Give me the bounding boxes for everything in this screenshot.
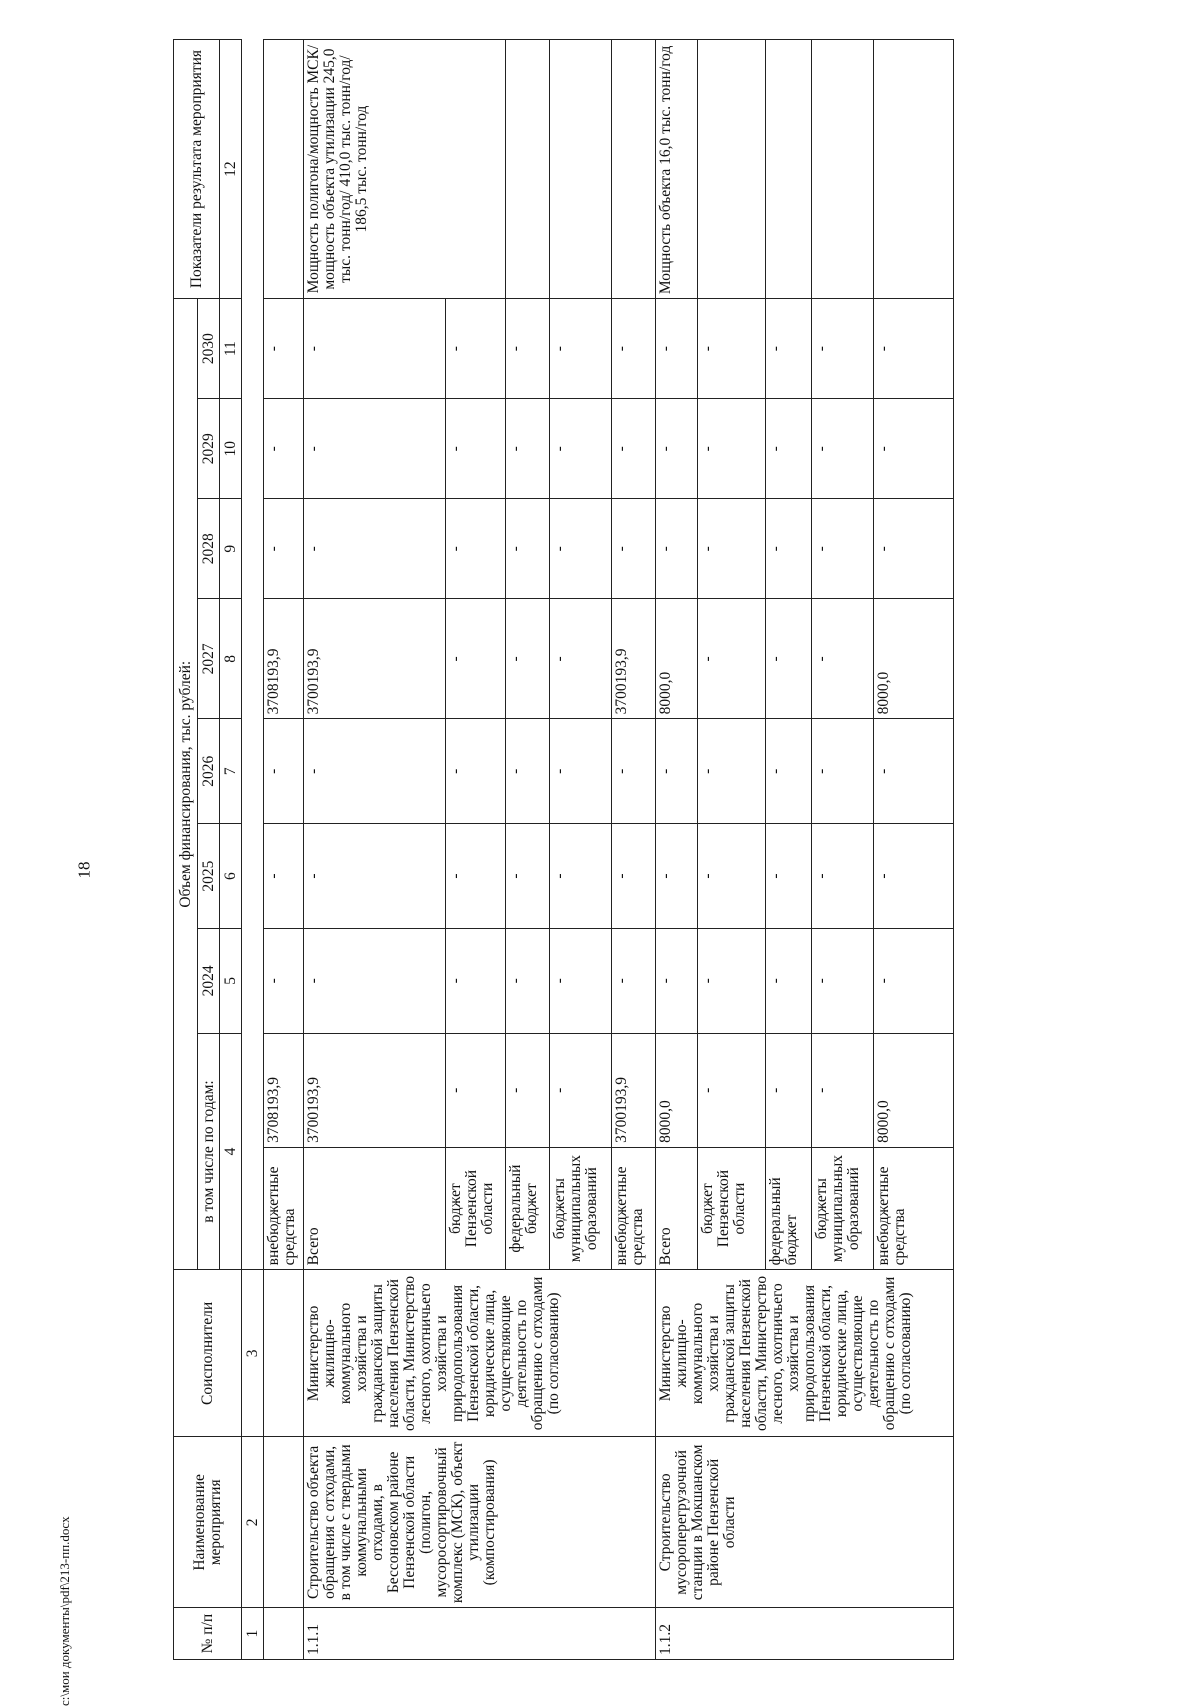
- year-cell: -: [550, 599, 612, 719]
- year-cell: -: [874, 499, 954, 599]
- header-result: Показатели результата мероприятия: [174, 40, 220, 299]
- page-number: 18: [74, 861, 94, 879]
- item-executors: Министерство жилищно-коммунального хозяйства и гражданской защиты населения Пензенской области, Министерство лесного, охотничьего хозяйства и природопользования Пензенской области, юридические лица, осуществляющие деятельность по обращению с отходами (по согласованию): [656, 1270, 954, 1437]
- year-cell: -: [698, 928, 766, 1033]
- col-number: 2: [242, 1437, 264, 1608]
- year-cell: -: [550, 299, 612, 399]
- year-cell: -: [446, 399, 506, 499]
- year-cell: -: [264, 299, 304, 399]
- year-cell: -: [874, 928, 954, 1033]
- col-number: 3: [242, 1270, 264, 1437]
- year-cell: -: [612, 399, 656, 499]
- total-cell: -: [506, 1033, 550, 1147]
- year-cell: -: [766, 499, 812, 599]
- year-cell: -: [612, 719, 656, 824]
- source-cell: бюджет Пензенской области: [698, 1147, 766, 1269]
- year-cell: -: [446, 299, 506, 399]
- year-cell: -: [812, 299, 874, 399]
- col-number: 4: [220, 1033, 242, 1270]
- year-cell: -: [264, 719, 304, 824]
- year-cell: -: [698, 299, 766, 399]
- col-number: 12: [220, 40, 242, 299]
- year-cell: -: [812, 399, 874, 499]
- year-cell: -: [656, 399, 698, 499]
- total-cell: -: [550, 1033, 612, 1147]
- year-cell: -: [550, 499, 612, 599]
- year-cell: -: [304, 719, 446, 824]
- year-cell: -: [698, 824, 766, 929]
- year-cell: 3708193,9: [264, 599, 304, 719]
- rotated-table-container: [173, 39, 1033, 1660]
- year-cell: -: [698, 599, 766, 719]
- year-cell: -: [812, 824, 874, 929]
- year-cell: -: [264, 928, 304, 1033]
- total-cell: 3700193,9: [612, 1033, 656, 1147]
- header-year: 2028: [198, 499, 220, 599]
- table-row: [656, 40, 698, 1660]
- header-year: 2025: [198, 824, 220, 929]
- year-cell: -: [766, 928, 812, 1033]
- year-cell: -: [264, 499, 304, 599]
- year-cell: -: [612, 499, 656, 599]
- col-number: 5: [220, 928, 242, 1033]
- source-cell: внебюджетные средства: [874, 1147, 954, 1269]
- total-cell: -: [812, 1033, 874, 1147]
- year-cell: -: [698, 719, 766, 824]
- year-cell: -: [304, 299, 446, 399]
- year-cell: -: [304, 824, 446, 929]
- item-name: Строительство мусороперегрузочной станции в Мокшанском районе Пензенской области: [656, 1437, 954, 1608]
- year-cell: -: [766, 299, 812, 399]
- year-cell: -: [766, 824, 812, 929]
- item-num: 1.1.2: [656, 1608, 954, 1660]
- table-row: [304, 40, 446, 1660]
- total-cell: -: [698, 1033, 766, 1147]
- year-cell: -: [812, 599, 874, 719]
- year-cell: 3700193,9: [304, 599, 446, 719]
- year-cell: -: [612, 824, 656, 929]
- year-cell: -: [446, 719, 506, 824]
- year-cell: -: [612, 928, 656, 1033]
- item-result: Мощность полигона/мощность МСК/мощность объекта утилизации 245,0 тыс. тонн/год/ 410,0 тыс. тонн/год/ 186,5 тыс. тонн/год: [304, 40, 506, 299]
- year-cell: -: [506, 599, 550, 719]
- year-cell: -: [506, 719, 550, 824]
- item-num: 1.1.1: [304, 1608, 656, 1660]
- year-cell: -: [446, 599, 506, 719]
- year-cell: -: [766, 719, 812, 824]
- funding-table: [173, 39, 954, 1660]
- source-cell: федеральный бюджет: [506, 1147, 550, 1269]
- header-year: 2027: [198, 599, 220, 719]
- year-cell: -: [446, 499, 506, 599]
- header-year: 2029: [198, 399, 220, 499]
- year-cell: -: [506, 499, 550, 599]
- source-cell: Всего: [304, 1147, 446, 1269]
- year-cell: -: [656, 928, 698, 1033]
- year-cell: -: [656, 719, 698, 824]
- year-cell: -: [550, 399, 612, 499]
- year-cell: 3700193,9: [612, 599, 656, 719]
- col-number: 8: [220, 599, 242, 719]
- year-cell: -: [264, 824, 304, 929]
- table-row: [264, 40, 304, 1660]
- year-cell: -: [446, 928, 506, 1033]
- header-year: 2026: [198, 719, 220, 824]
- source-cell: Всего: [656, 1147, 698, 1269]
- item-name: Строительство объекта обращения с отходами, в том числе с твердыми коммунальными отходами, в Бессоновском районе Пензенской области (полигон, мусоросортировочный комплекс (МСК), объект утилизации (компостирования): [304, 1437, 656, 1608]
- year-cell: -: [550, 928, 612, 1033]
- year-cell: -: [698, 399, 766, 499]
- header-year: 2030: [198, 299, 220, 399]
- header-num: № п/п: [174, 1608, 242, 1660]
- year-cell: -: [656, 499, 698, 599]
- year-cell: -: [550, 824, 612, 929]
- year-cell: -: [550, 719, 612, 824]
- year-cell: -: [656, 299, 698, 399]
- total-cell: 8000,0: [656, 1033, 698, 1147]
- year-cell: -: [506, 299, 550, 399]
- year-cell: -: [812, 499, 874, 599]
- year-cell: -: [766, 399, 812, 499]
- year-cell: -: [874, 299, 954, 399]
- year-cell: -: [698, 499, 766, 599]
- year-cell: -: [612, 299, 656, 399]
- year-cell: -: [874, 399, 954, 499]
- col-number: 1: [242, 1608, 264, 1660]
- source-cell: внебюджетные средства: [612, 1147, 656, 1269]
- item-executors: Министерство жилищно-коммунального хозяйства и гражданской защиты населения Пензенской области, Министерство лесного, охотничьего хозяйства и природопользования Пензенской области, юридические лица, осуществляющие деятельность по обращению с отходами (по согласованию): [304, 1270, 656, 1437]
- source-cell: бюджеты муниципальных образований: [550, 1147, 612, 1269]
- total-cell: 3700193,9: [304, 1033, 446, 1147]
- year-cell: -: [304, 499, 446, 599]
- year-cell: -: [766, 599, 812, 719]
- footer-file-path: c:\мои документы\pdf\213-пп.docx: [57, 1516, 72, 1706]
- col-number: 7: [220, 719, 242, 824]
- col-number: 9: [220, 499, 242, 599]
- year-cell: 8000,0: [656, 599, 698, 719]
- year-cell: -: [656, 824, 698, 929]
- total-cell: 8000,0: [874, 1033, 954, 1147]
- year-cell: -: [506, 399, 550, 499]
- year-cell: 8000,0: [874, 599, 954, 719]
- year-cell: -: [506, 928, 550, 1033]
- source-cell: федеральный бюджет: [766, 1147, 812, 1269]
- year-cell: -: [874, 824, 954, 929]
- year-cell: -: [264, 399, 304, 499]
- total-cell: -: [766, 1033, 812, 1147]
- total-cell: -: [446, 1033, 506, 1147]
- header-year: 2024: [198, 928, 220, 1033]
- total-cell: 3708193,9: [264, 1033, 304, 1147]
- header-funding: Объем финансирования, тыс. рублей:: [174, 299, 198, 1270]
- header-by-years: в том числе по годам:: [198, 1033, 220, 1270]
- item-result: Мощность объекта 16,0 тыс. тонн/год: [656, 40, 698, 299]
- year-cell: -: [446, 824, 506, 929]
- year-cell: -: [812, 719, 874, 824]
- header-executors: Соисполнители: [174, 1270, 242, 1437]
- year-cell: -: [506, 824, 550, 929]
- year-cell: -: [304, 399, 446, 499]
- col-number: 11: [220, 299, 242, 399]
- col-number: 6: [220, 824, 242, 929]
- source-cell: бюджет Пензенской области: [446, 1147, 506, 1269]
- source-cell: внебюджетные средства: [264, 1147, 304, 1269]
- header-name: Наименование мероприятия: [174, 1437, 242, 1608]
- col-number: 10: [220, 399, 242, 499]
- year-cell: -: [304, 928, 446, 1033]
- year-cell: -: [812, 928, 874, 1033]
- year-cell: -: [874, 719, 954, 824]
- source-cell: бюджеты муниципальных образований: [812, 1147, 874, 1269]
